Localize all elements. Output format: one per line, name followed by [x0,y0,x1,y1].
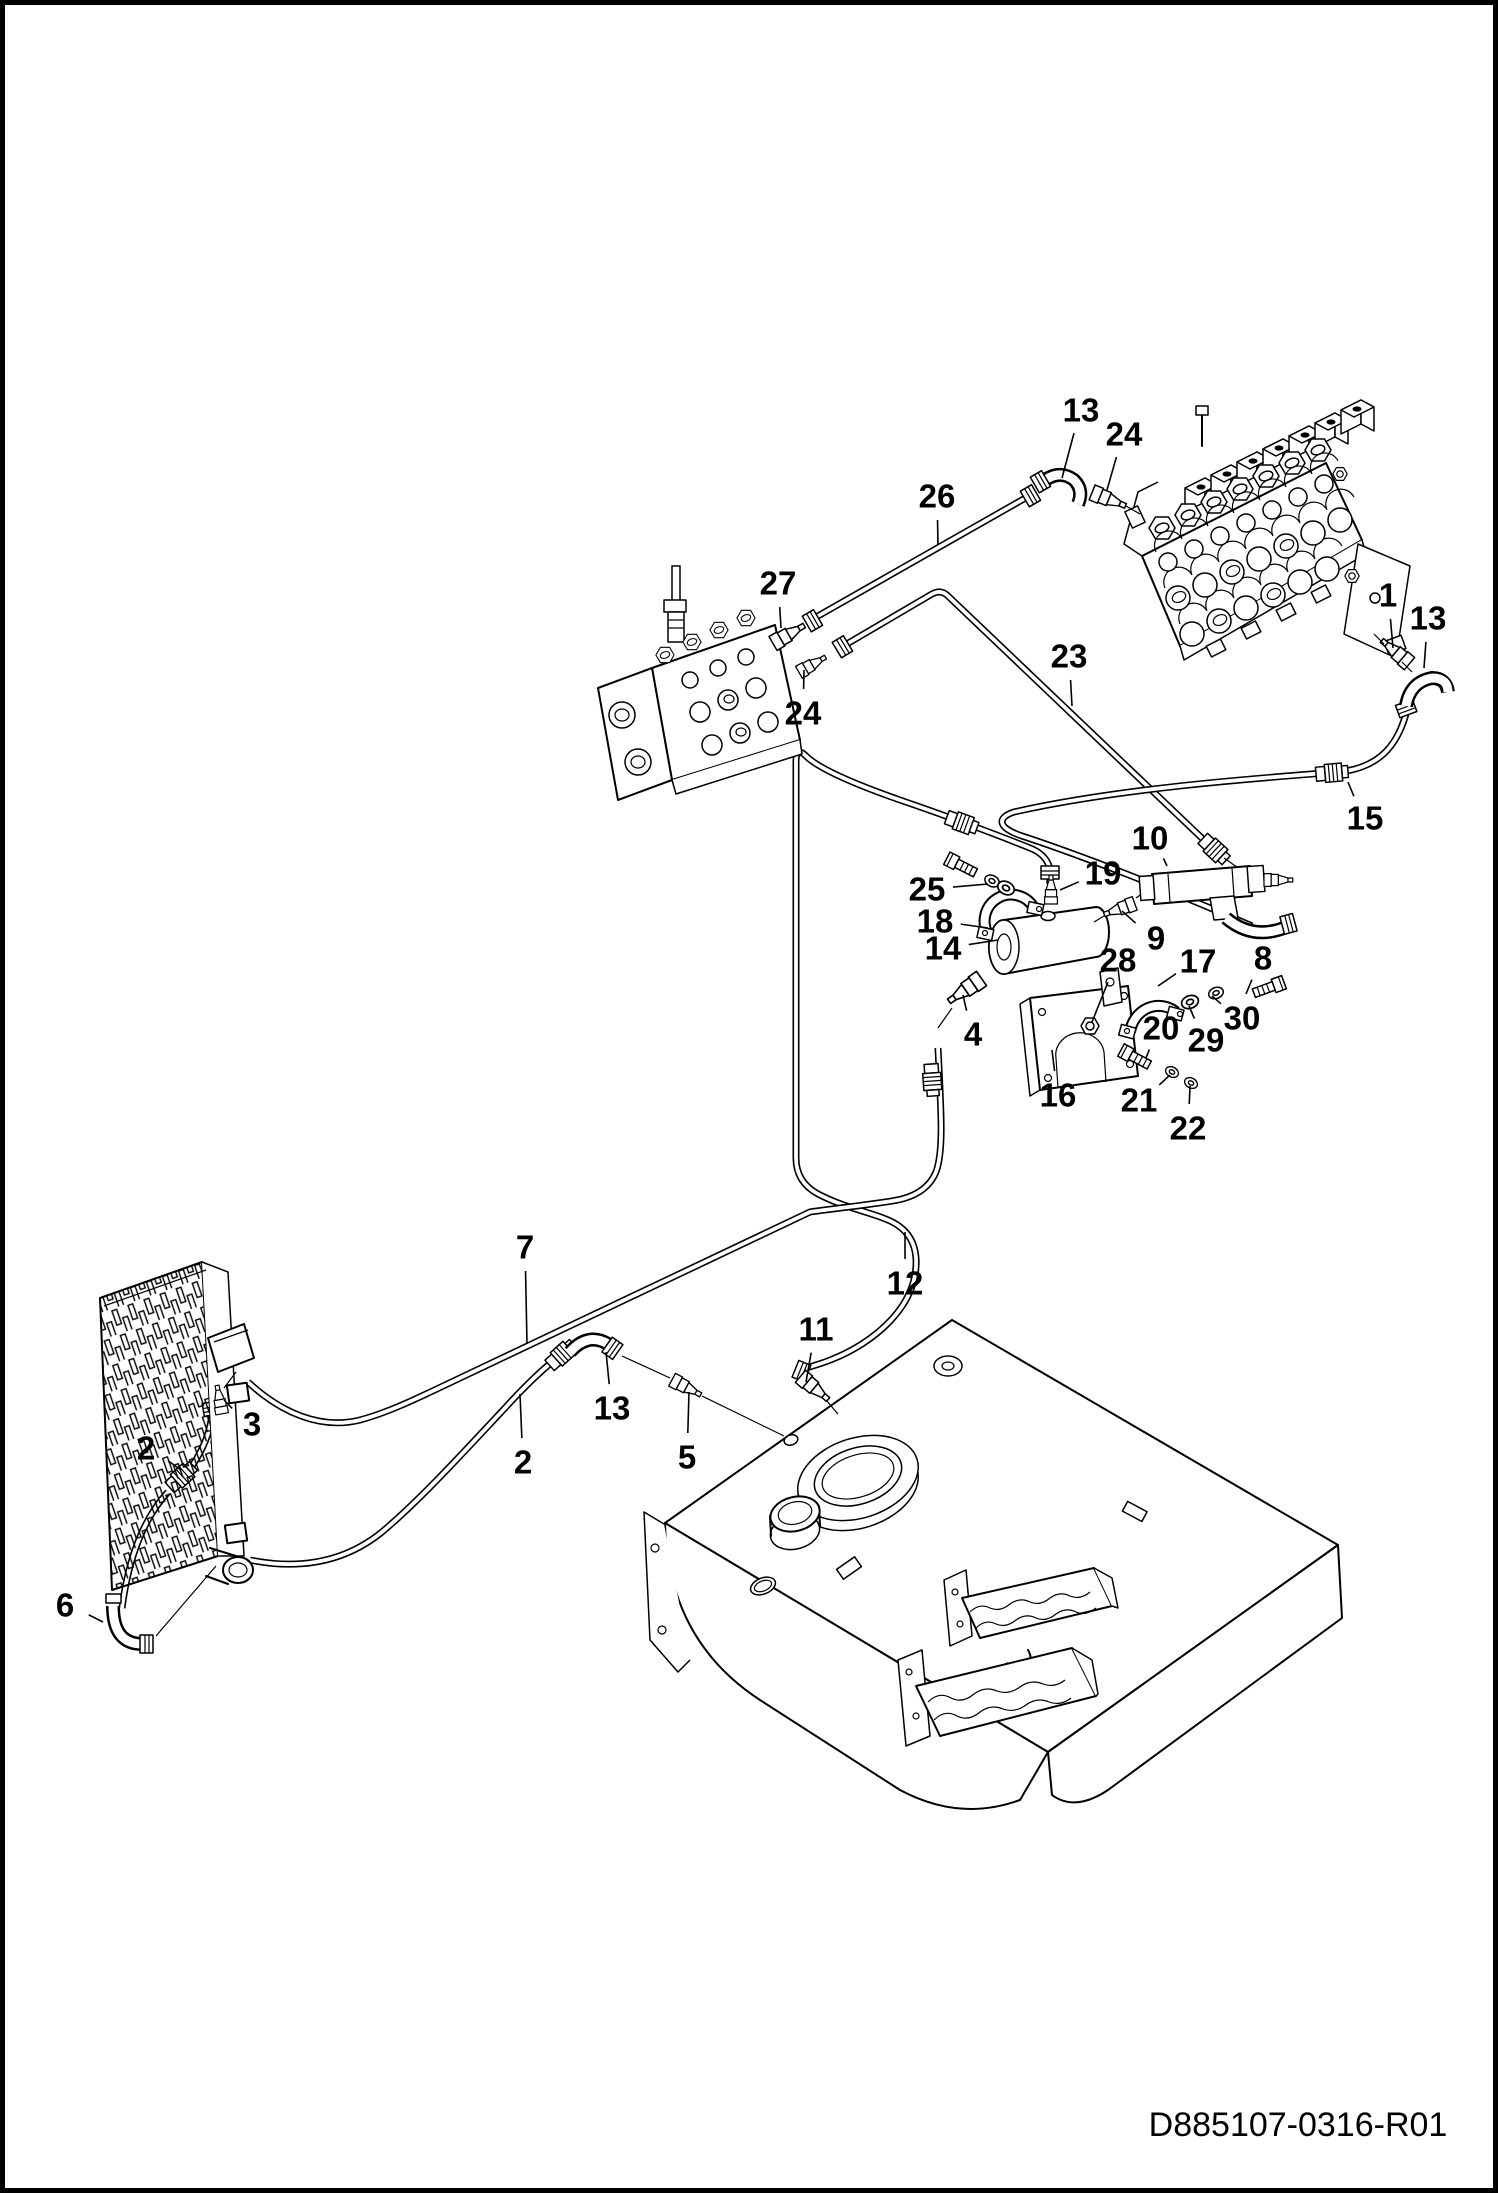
part-number-label: 18 [916,902,954,940]
part-number-label: 23 [1050,637,1088,675]
part-number-label: 28 [1099,941,1137,979]
part-number-label: 26 [918,477,956,515]
part-number-label: 30 [1223,999,1261,1037]
part-number-label: 24 [784,694,822,732]
part-number-label: 4 [963,1015,983,1053]
part-number-label: 7 [515,1228,535,1266]
part-number-label: 1 [1378,576,1398,614]
part-number-label: 13 [1062,391,1100,429]
part-number-label: 16 [1039,1076,1077,1114]
part-number-label: 17 [1179,942,1217,980]
part-number-label: 19 [1084,854,1122,892]
part-number-label: 13 [593,1389,631,1427]
part-number-label: 22 [1169,1109,1207,1147]
part-number-label: 29 [1187,1021,1225,1059]
part-number-label: 8 [1253,939,1273,977]
part-number-label: 20 [1142,1009,1180,1047]
tank-cap-small [934,1356,962,1376]
part-number-label: 3 [242,1405,262,1443]
part-number-label: 6 [55,1586,75,1624]
part-number-label: 11 [798,1310,834,1348]
part-number-label: 21 [1120,1081,1158,1119]
leader-line [1189,1086,1190,1104]
part-number-label: 13 [1409,599,1447,637]
part-number-label: 12 [886,1264,924,1302]
part-number-label: 5 [677,1438,697,1476]
part-number-label: 27 [759,564,797,602]
part-number-label: 15 [1346,799,1384,837]
part-number-label: 24 [1105,415,1143,453]
part-number-label: 2 [513,1443,533,1481]
part-number-label: 2 [136,1429,156,1467]
nut-28 [1081,1018,1099,1034]
drawing-number: D885107-0316-R01 [1148,2106,1448,2144]
part-number-label: 9 [1146,919,1166,957]
part-number-label: 14 [924,929,962,967]
part-number-label: 25 [908,870,946,908]
part-number-label: 10 [1131,819,1169,857]
